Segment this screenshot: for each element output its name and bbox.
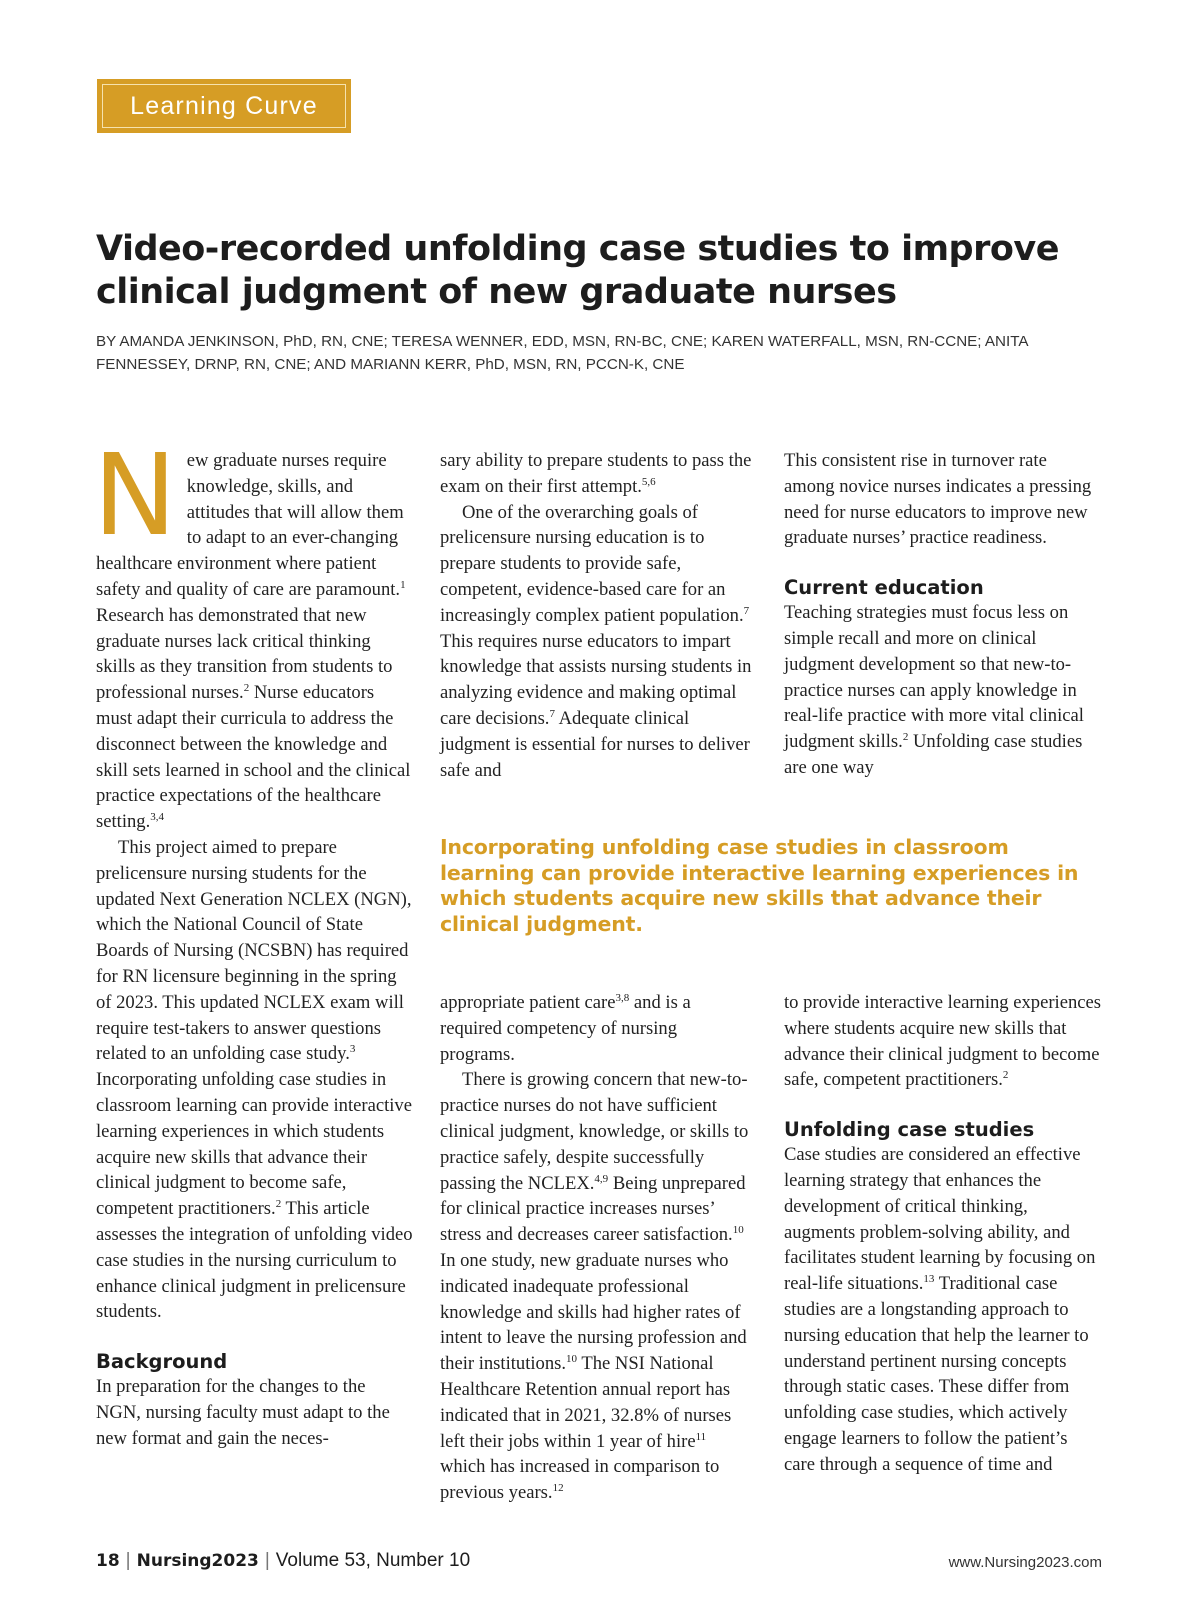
folio-separator: | bbox=[264, 1550, 270, 1571]
heading-unfolding-case-studies: Unfolding case studies bbox=[784, 1118, 1035, 1142]
section-tag-label: Learning Curve bbox=[130, 91, 318, 120]
body-paragraph: appropriate patient care$^{3,8}$ and is a required competency of nursing programs. bbox=[440, 991, 691, 1065]
section-tag-frame bbox=[102, 84, 346, 128]
article-byline: BY AMANDA JENKINSON, PhD, RN, CNE; TERESA WENNER, EDD, MSN, RN-BC, CNE; KAREN WATERFALL, MSN, RN-CCNE; ANITA FENNESSEY, DRNP, RN, CNE; AND MARIANN KERR, PhD, MSN, RN, PCCN-K, CNE bbox=[96, 333, 1028, 373]
body-paragraph: One of the overarching goals of prelicensure nursing education is to prepare students to provide safe, competent, evidence-based care for an increasingly complex patient population.$^7$ This requires nurse educators to impart knowledge that assists nursing students in analyzing evidence and making optimal care decisions.$^7$ Adequate clinical judgment is essential for nurses to deliver safe and bbox=[440, 501, 752, 781]
column-2-bottom bbox=[440, 990, 756, 1506]
column-2-top bbox=[440, 448, 756, 783]
body-paragraph: This consistent rise in turnover rate among novice nurses indicates a pressing need for nurse educators to improve new graduate nurses’ practice readiness. bbox=[784, 450, 1092, 549]
page-number: 18 bbox=[96, 1551, 120, 1571]
body-paragraph: There is growing concern that new-to-practice nurses do not have sufficient clinical judgment, knowledge, or skills to practice safely, despite successfully passing the NCLEX.$^{4,9}$ Being unprepared for clinical practice increases nurses’ stress and decreases career satisfaction.$^{10}$ In one study, new graduate nurses who indicated inadequate professional knowledge and skills had higher rates of intent to leave the nursing profession and their institutions.$^{10}$ The NSI National Healthcare Retention annual report has indicated that in 2021, 32.8% of nurses left their jobs within 1 year of hire$^{11}$ which has increased in comparison to previous years.$^{12}$ bbox=[440, 1069, 749, 1504]
body-paragraph: to provide interactive learning experiences where students acquire new skills that advance their clinical judgment to become safe, competent practitioners.$^2$ bbox=[784, 992, 1101, 1091]
body-paragraph: This project aimed to prepare prelicensure nursing students for the updated Next Generation NCLEX (NGN), which the National Council of State Boards of Nursing (NCSBN) has required for RN licensure beginning in the spring of 2023. This updated NCLEX exam will require test-takers to answer questions related to an unfolding case study.$^3$ Incorporating unfolding case studies in classroom learning can provide interactive learning experiences in which students acquire new skills that advance their clinical judgment to become safe, competent practitioners.$^2$ This article assesses the integration of unfolding video case studies in the nursing curriculum to enhance clinical judgment in prelicensure students. bbox=[96, 836, 413, 1323]
column-3-top bbox=[784, 448, 1102, 781]
heading-current-education: Current education bbox=[784, 576, 984, 600]
article-title: Video-recorded unfolding case studies to improve clinical judgment of new graduate nurses bbox=[96, 229, 1059, 312]
issue-info: Volume 53, Number 10 bbox=[275, 1550, 471, 1571]
magazine-name: Nursing2023 bbox=[136, 1551, 259, 1571]
column-1 bbox=[93, 431, 414, 1451]
footer-folio bbox=[96, 1550, 470, 1572]
body-paragraph: Case studies are considered an effective learning strategy that enhances the development of critical thinking, augments problem-solving ability, and facilitates student learning by focusing on real-life situations.$^{13}$ Traditional case studies are a longstanding approach to nursing education that help the learner to understand pertinent nursing concepts through static cases. These differ from unfolding case studies, which actively engage learners to follow the patient’s care through a sequence of time and bbox=[784, 1144, 1096, 1475]
footer-website[interactable]: www.Nursing2023.com bbox=[948, 1554, 1102, 1571]
folio-separator: | bbox=[125, 1550, 131, 1571]
pull-quote: Incorporating unfolding case studies in classroom learning can provide interactive learning experiences in which students acquire new skills that advance their clinical judgment. bbox=[440, 835, 1079, 936]
column-3-bottom bbox=[784, 990, 1102, 1478]
body-paragraph: In preparation for the changes to the NGN, nursing faculty must adapt to the new format and gain the neces- bbox=[96, 1376, 390, 1449]
intro-paragraph: New graduate nurses require knowledge, skills, and attitudes that will allow them to adapt to an ever-changing healthcare environment where patient safety and quality of care are paramount.$^1$ Research has demonstrated that new graduate nurses lack critical thinking skills as they transition from students to professional nurses.$^2$ Nurse educators must adapt their curricula to address the disconnect between the knowledge and skill sets learned in school and the clinical practice expectations of the healthcare setting.$^{3,4}$ bbox=[93, 431, 411, 833]
drop-cap: N bbox=[93, 431, 177, 561]
section-tag bbox=[97, 79, 351, 133]
body-paragraph: Teaching strategies must focus less on simple recall and more on clinical judgment development so that new-to-practice nurses can apply knowledge in real-life practice with more vital clinical judgment skills.$^2$ Unfolding case studies are one way bbox=[784, 602, 1084, 778]
heading-background: Background bbox=[96, 1350, 228, 1374]
body-paragraph: sary ability to prepare students to pass the exam on their first attempt.$^{5,6}$ bbox=[440, 450, 752, 497]
